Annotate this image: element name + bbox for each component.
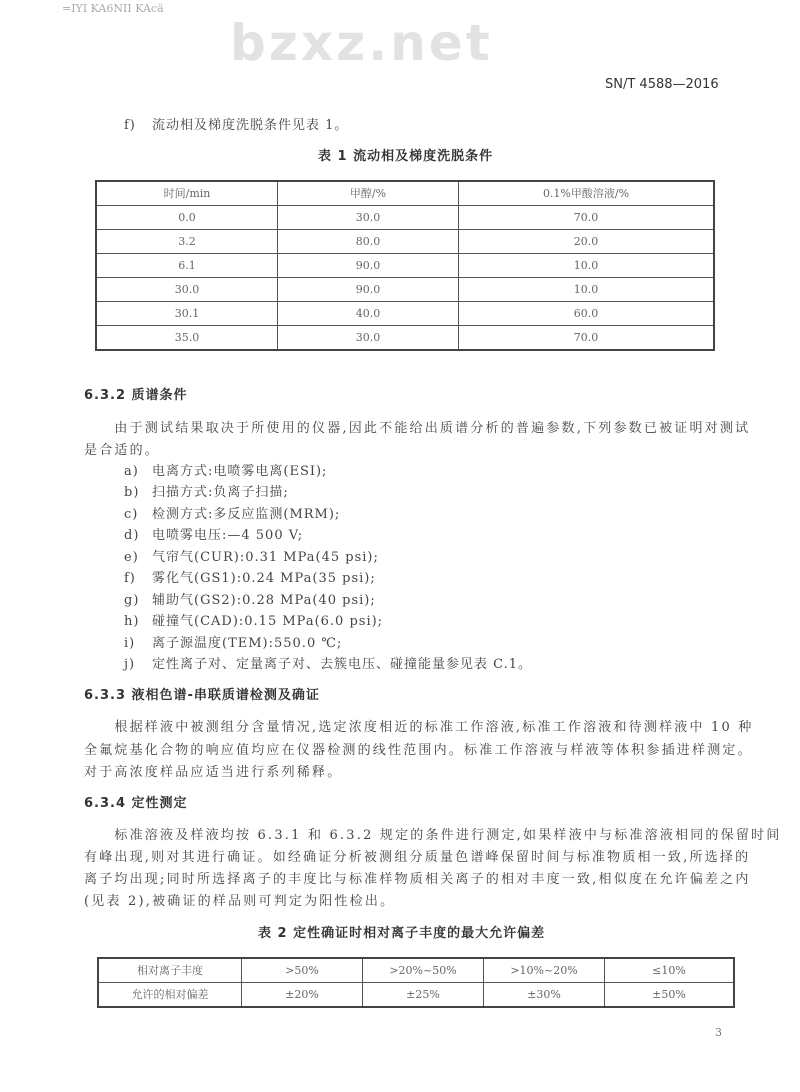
- list-marker: h): [124, 614, 140, 629]
- section-heading-6-3-3: 6.3.3 液相色谱-串联质谱检测及确证: [84, 688, 320, 703]
- table-cell: ±20%: [242, 983, 363, 1008]
- table-cell: 0.0: [96, 206, 278, 230]
- table-row: [96, 230, 714, 254]
- table-cell: 70.0: [459, 206, 715, 230]
- table-row: [98, 958, 734, 983]
- table-row: [96, 254, 714, 278]
- list-item: [124, 117, 348, 135]
- list-item: [124, 656, 532, 674]
- table1-title: 表 1 流动相及梯度洗脱条件: [318, 149, 494, 164]
- table-row: [96, 302, 714, 326]
- table-cell: 90.0: [278, 278, 459, 302]
- table-cell: >20%~50%: [363, 958, 484, 983]
- table-row: [96, 278, 714, 302]
- table-cell: 30.0: [96, 278, 278, 302]
- page-number: 3: [715, 1026, 722, 1039]
- table2: [97, 957, 735, 1008]
- table-cell: 30.1: [96, 302, 278, 326]
- list-text: 检测方式:多反应监测(MRM);: [152, 507, 341, 522]
- section-heading-6-3-4: 6.3.4 定性测定: [84, 796, 188, 811]
- table-cell: 6.1: [96, 254, 278, 278]
- table-cell: 3.2: [96, 230, 278, 254]
- list-text: 辅助气(GS2):0.28 MPa(40 psi);: [152, 593, 376, 608]
- table-cell: 35.0: [96, 326, 278, 351]
- list-marker: f): [124, 571, 136, 586]
- list-text: 雾化气(GS1):0.24 MPa(35 psi);: [152, 571, 376, 586]
- table-cell: 30.0: [278, 326, 459, 351]
- paragraph-line: (见表 2),被确证的样品则可判定为阳性检出。: [84, 894, 396, 909]
- paragraph-line: 标准溶液及样液均按 6.3.1 和 6.3.2 规定的条件进行测定,如果样液中与标准溶液相同的保留时间: [84, 828, 782, 843]
- table-header-cell: 时间/min: [96, 181, 278, 206]
- table1: [95, 180, 715, 351]
- table-cell: 10.0: [459, 254, 715, 278]
- table-cell: 60.0: [459, 302, 715, 326]
- list-item: [124, 570, 376, 588]
- table-row: [96, 206, 714, 230]
- table-cell: 90.0: [278, 254, 459, 278]
- table-cell: 80.0: [278, 230, 459, 254]
- table-cell: 允许的相对偏差: [98, 983, 242, 1008]
- table2-title: 表 2 定性确证时相对离子丰度的最大允许偏差: [258, 926, 546, 941]
- table-cell: >10%~20%: [484, 958, 605, 983]
- table-row: [96, 326, 714, 351]
- list-marker: i): [124, 636, 136, 651]
- table-cell: 20.0: [459, 230, 715, 254]
- list-text: 电离方式:电喷雾电离(ESI);: [152, 464, 328, 479]
- paragraph-line: 全氟烷基化合物的响应值均应在仪器检测的线性范围内。标准工作溶液与样液等体积参插进样测定。: [84, 743, 753, 758]
- doc-number: SN/T 4588—2016: [605, 77, 719, 92]
- list-marker: d): [124, 528, 140, 543]
- list-text: 定性离子对、定量离子对、去簇电压、碰撞能量参见表 C.1。: [152, 657, 533, 672]
- table-cell: ±25%: [363, 983, 484, 1008]
- section-heading-6-3-2: 6.3.2 质谱条件: [84, 388, 188, 403]
- scan-header-text: =IYI KA6NII KAcä: [62, 2, 164, 15]
- list-text: 气帘气(CUR):0.31 MPa(45 psi);: [152, 550, 379, 565]
- table-cell: ±30%: [484, 983, 605, 1008]
- list-item: [124, 635, 342, 653]
- list-marker: b): [124, 485, 140, 500]
- paragraph-line: 离子均出现;同时所选择离子的丰度比与标准样物质相关离子的相对丰度一致,相似度在允许偏差之内: [84, 872, 751, 887]
- paragraph-line: 是合适的。: [84, 443, 161, 458]
- paragraph-line: 对于高浓度样品应适当进行系列稀释。: [84, 765, 343, 780]
- table-header-cell: 0.1%甲酸溶液/%: [459, 181, 715, 206]
- table-header-cell: 甲醇/%: [278, 181, 459, 206]
- paragraph-line: 有峰出现,则对其进行确证。如经确证分析被测组分质量色谱峰保留时间与标准物质相一致,所选择的: [84, 850, 751, 865]
- table-cell: ±50%: [605, 983, 735, 1008]
- paragraph-line: 由于测试结果取决于所使用的仪器,因此不能给出质谱分析的普遍参数,下列参数已被证明对测试: [84, 421, 751, 436]
- list-marker: c): [124, 507, 139, 522]
- list-marker: a): [124, 464, 139, 479]
- list-marker: j): [124, 657, 136, 672]
- list-item: [124, 506, 340, 524]
- table-cell: 70.0: [459, 326, 715, 351]
- list-text: 碰撞气(CAD):0.15 MPa(6.0 psi);: [152, 614, 384, 629]
- list-item: [124, 527, 303, 545]
- table-row: [98, 983, 734, 1008]
- table-cell: >50%: [242, 958, 363, 983]
- list-marker: f): [124, 118, 136, 133]
- list-text: 扫描方式:负离子扫描;: [152, 485, 289, 500]
- list-marker: g): [124, 593, 140, 608]
- table-cell: 40.0: [278, 302, 459, 326]
- list-text: 离子源温度(TEM):550.0 ℃;: [152, 636, 343, 651]
- watermark: bzxz.net: [230, 14, 493, 72]
- table-cell: 30.0: [278, 206, 459, 230]
- table-cell: ≤10%: [605, 958, 735, 983]
- table-header-row: [96, 181, 714, 206]
- list-text: 流动相及梯度洗脱条件见表 1。: [152, 118, 349, 133]
- list-item: [124, 549, 379, 567]
- list-marker: e): [124, 550, 139, 565]
- table-cell: 相对离子丰度: [98, 958, 242, 983]
- table-cell: 10.0: [459, 278, 715, 302]
- paragraph-line: 根据样液中被测组分含量情况,选定浓度相近的标准工作溶液,标准工作溶液和待测样液中 10 种: [84, 720, 754, 735]
- list-item: [124, 592, 376, 610]
- list-item: [124, 463, 327, 481]
- list-item: [124, 613, 383, 631]
- list-item: [124, 484, 289, 502]
- list-text: 电喷雾电压:—4 500 V;: [152, 528, 304, 543]
